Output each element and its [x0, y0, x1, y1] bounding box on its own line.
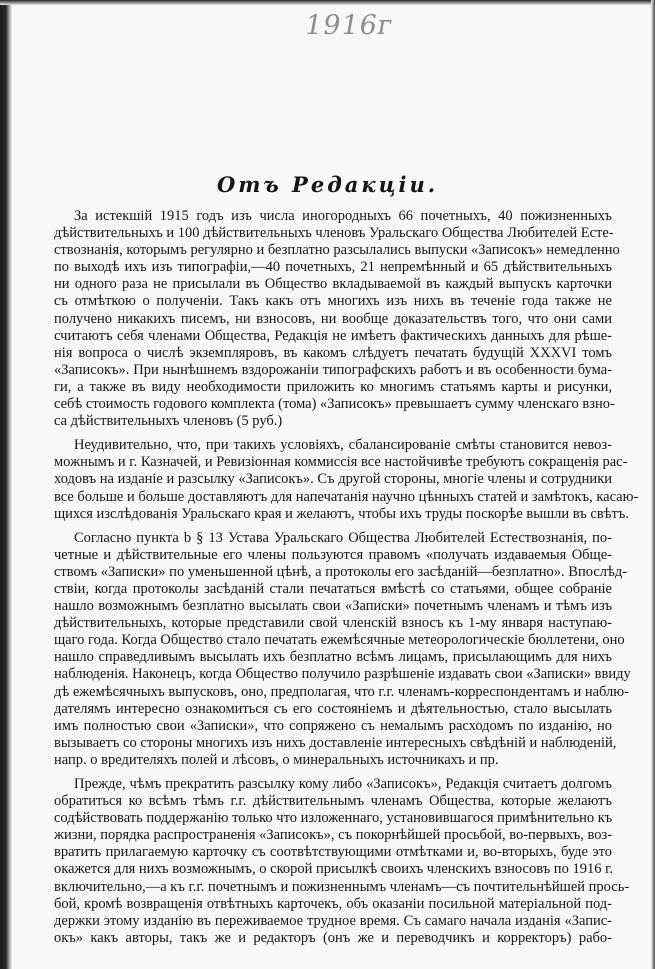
paragraph-4: [54, 776, 630, 947]
page-top-shadow: [0, 0, 655, 5]
paragraph-gap: [54, 769, 612, 776]
text-line: все больше и больше доставляютъ для напечатанія научно цѣнныхъ статей и замѣтокъ, касаю-: [54, 488, 639, 505]
paragraph-1: [54, 208, 620, 430]
text-line: ни одного раза не присылали въ Общество вкладываемой въ каждый выпускъ карточки: [54, 276, 612, 293]
text-line: считаютъ себя членами Общества, Редакція не имѣетъ фактическихъ данныхъ для рѣше-: [54, 327, 612, 344]
text-line: получено никакихъ писемъ, ни взносовъ, ни вообще доказательствъ того, что они сами: [54, 310, 612, 327]
text-line: нашло справедливымъ высылать ихъ безплатно всѣмъ лицамъ, присылающимъ для нихъ: [54, 649, 612, 666]
text-line: дѣйствительныхъ, которые представили свой членскій взносъ къ 1-му января наступаю-: [54, 615, 612, 632]
text-line: бой, кромѣ возвращенія отвѣтныхъ карточекъ, объ оказаніи посильной матеріальной под-: [54, 895, 612, 912]
text-line: За истекшій 1915 годъ изъ числа иногородныхъ 66 почетныхъ, 40 пожизненныхъ: [74, 208, 612, 224]
text-line: жизни, порядка распространенія «Записокъ», съ покорнѣйшей просьбой, во-первыхъ, воз-: [54, 827, 613, 844]
article-body: [54, 208, 639, 947]
text-line: вратить прилагаемую карточку съ соотвѣтствующими отмѣтками и, во-вторыхъ, буде это: [54, 844, 612, 861]
text-line: щихся изслѣдованія Уральскаго края и желаютъ, чтобы ихъ труды поскорѣе вышли въ свѣтъ.: [54, 505, 630, 522]
text-line: Согласно пункта b § 13 Устава Уральскаго Общества Любителей Естествознанія, по-: [74, 529, 612, 546]
text-line: дѣйствительныхъ и 100 дѣйствительныхъ членовъ Уральскаго Общества Любителей Есте-: [54, 225, 614, 242]
text-line: нія вопроса о числѣ экземпляровъ, въ какомъ слѣдуетъ печатать будущій XXXVI томъ: [54, 344, 612, 361]
text-line: наблюденія. Наконецъ, когда Общество получило разрѣшеніе издавать свои «Записки» ввиду: [54, 666, 631, 683]
text-line: дателямъ интересно ознакомиться съ его состояніемъ и дѣятельностью, стало высылать: [54, 700, 612, 717]
text-line: съ отмѣткою о полученіи. Такъ какъ отъ многихъ изъ нихъ въ теченіе года также не: [54, 293, 612, 310]
text-line: нашло возможнымъ безплатно высылать свои «Записки» почетнымъ членамъ и тѣмъ изъ: [54, 598, 612, 615]
text-line: держки этому изданію въ переживаемое трудное время. Съ самаго начала изданія «Запис-: [54, 912, 612, 929]
paragraph-gap: [54, 523, 612, 530]
text-line: ствознанія, которымъ регулярно и безплатно разсылались выпуски «Записокъ» немедленно: [54, 242, 620, 259]
text-line: четные и дѣйствительные его члены пользуются правомъ «получать издаваемыя Обще-: [54, 546, 612, 563]
text-line: ствомъ «Записки» по уменьшенной цѣнѣ, а протоколы его засѣданій—безплатно». Впослѣд-: [54, 563, 628, 580]
paragraph-gap: [54, 430, 612, 437]
page-left-shadow: [0, 0, 12, 969]
paragraph-2: [54, 437, 639, 522]
text-line: окъ» какъ авторы, такъ же и редакторъ (онъ же и переводчикъ и корректоръ) рабо-: [54, 929, 612, 946]
paragraph-3: [54, 529, 631, 769]
text-line: «Записокъ». При нынѣшнемъ вздорожаніи типографскихъ работъ и въ особенности бума-: [54, 361, 612, 378]
text-line: Прежде, чѣмъ прекратить разсылку кому либо «Записокъ», Редакція считаетъ долгомъ: [74, 776, 612, 792]
text-line: включительно,—а къ г.г. почетнымъ и пожизненнымъ членамъ—съ почтительнѣйшей прось-: [54, 878, 630, 895]
handwritten-year-note: 1916г: [302, 10, 396, 41]
text-line: можнымъ и г. Казначей, и Ревизіонная коммиссія все настойчивѣе требуютъ сокращенія рас-: [54, 454, 628, 471]
text-line: ги, а также въ виду необходимости приложить ко многимъ статьямъ карты и рисунки,: [54, 378, 612, 395]
text-line: себѣ стоимость годового комплекта (тома) «Записокъ» превышаетъ сумму членскаго взно-: [54, 396, 615, 413]
page-right-shadow: [651, 0, 655, 969]
text-line: ходовъ на изданіе и разсылку «Записокъ». Съ другой стороны, многіе члены и сотрудники: [54, 471, 612, 488]
text-line: дѣ ежемѣсячныхъ выпусковъ, оно, предполагая, что г.г. членамъ-корреспондентамъ и наблю-: [54, 683, 629, 700]
text-line: ствіи, когда протоколы засѣданій стали печататься вмѣстѣ со статьями, общее собраніе: [54, 580, 612, 597]
text-line: имъ полностью свои «Записки», что сопряжено съ немалымъ расходомъ по изданію, но: [54, 717, 612, 734]
text-line: напр. о вредителяхъ полей и лѣсовъ, о минеральныхъ источникахъ и пр.: [54, 751, 499, 768]
text-line: щаго года. Когда Общество стало печатать ежемѣсячные метеорологическіе бюллетени, оно: [54, 632, 625, 649]
text-line: содѣйствовать поддержанію только что изложеннаго, установившагося примѣнительно къ: [54, 810, 613, 827]
text-line: окажется для нихъ возможнымъ, о скорой присылкѣ своихъ членскихъ взносовъ по 1916 г.: [54, 861, 614, 878]
text-line: Неудивительно, что, при такихъ условіяхъ, сбалансированіе смѣты становится невоз-: [74, 437, 612, 454]
text-line: са дѣйствительныхъ членовъ (5 руб.): [54, 413, 283, 430]
text-line: вызываетъ со стороны многихъ изъ нихъ доставленіе интересныхъ свѣдѣній и наблюденій,: [54, 734, 617, 751]
page-title: Отъ Редакціи.: [216, 172, 439, 197]
text-line: обратиться ко всѣмъ тѣмъ г.г. дѣйствительнымъ членамъ Общества, которые желаютъ: [54, 793, 612, 810]
text-line: по выходѣ ихъ изъ типографіи,—40 почетныхъ, 21 непремѣнный и 65 дѣйствительныхъ: [54, 259, 612, 276]
